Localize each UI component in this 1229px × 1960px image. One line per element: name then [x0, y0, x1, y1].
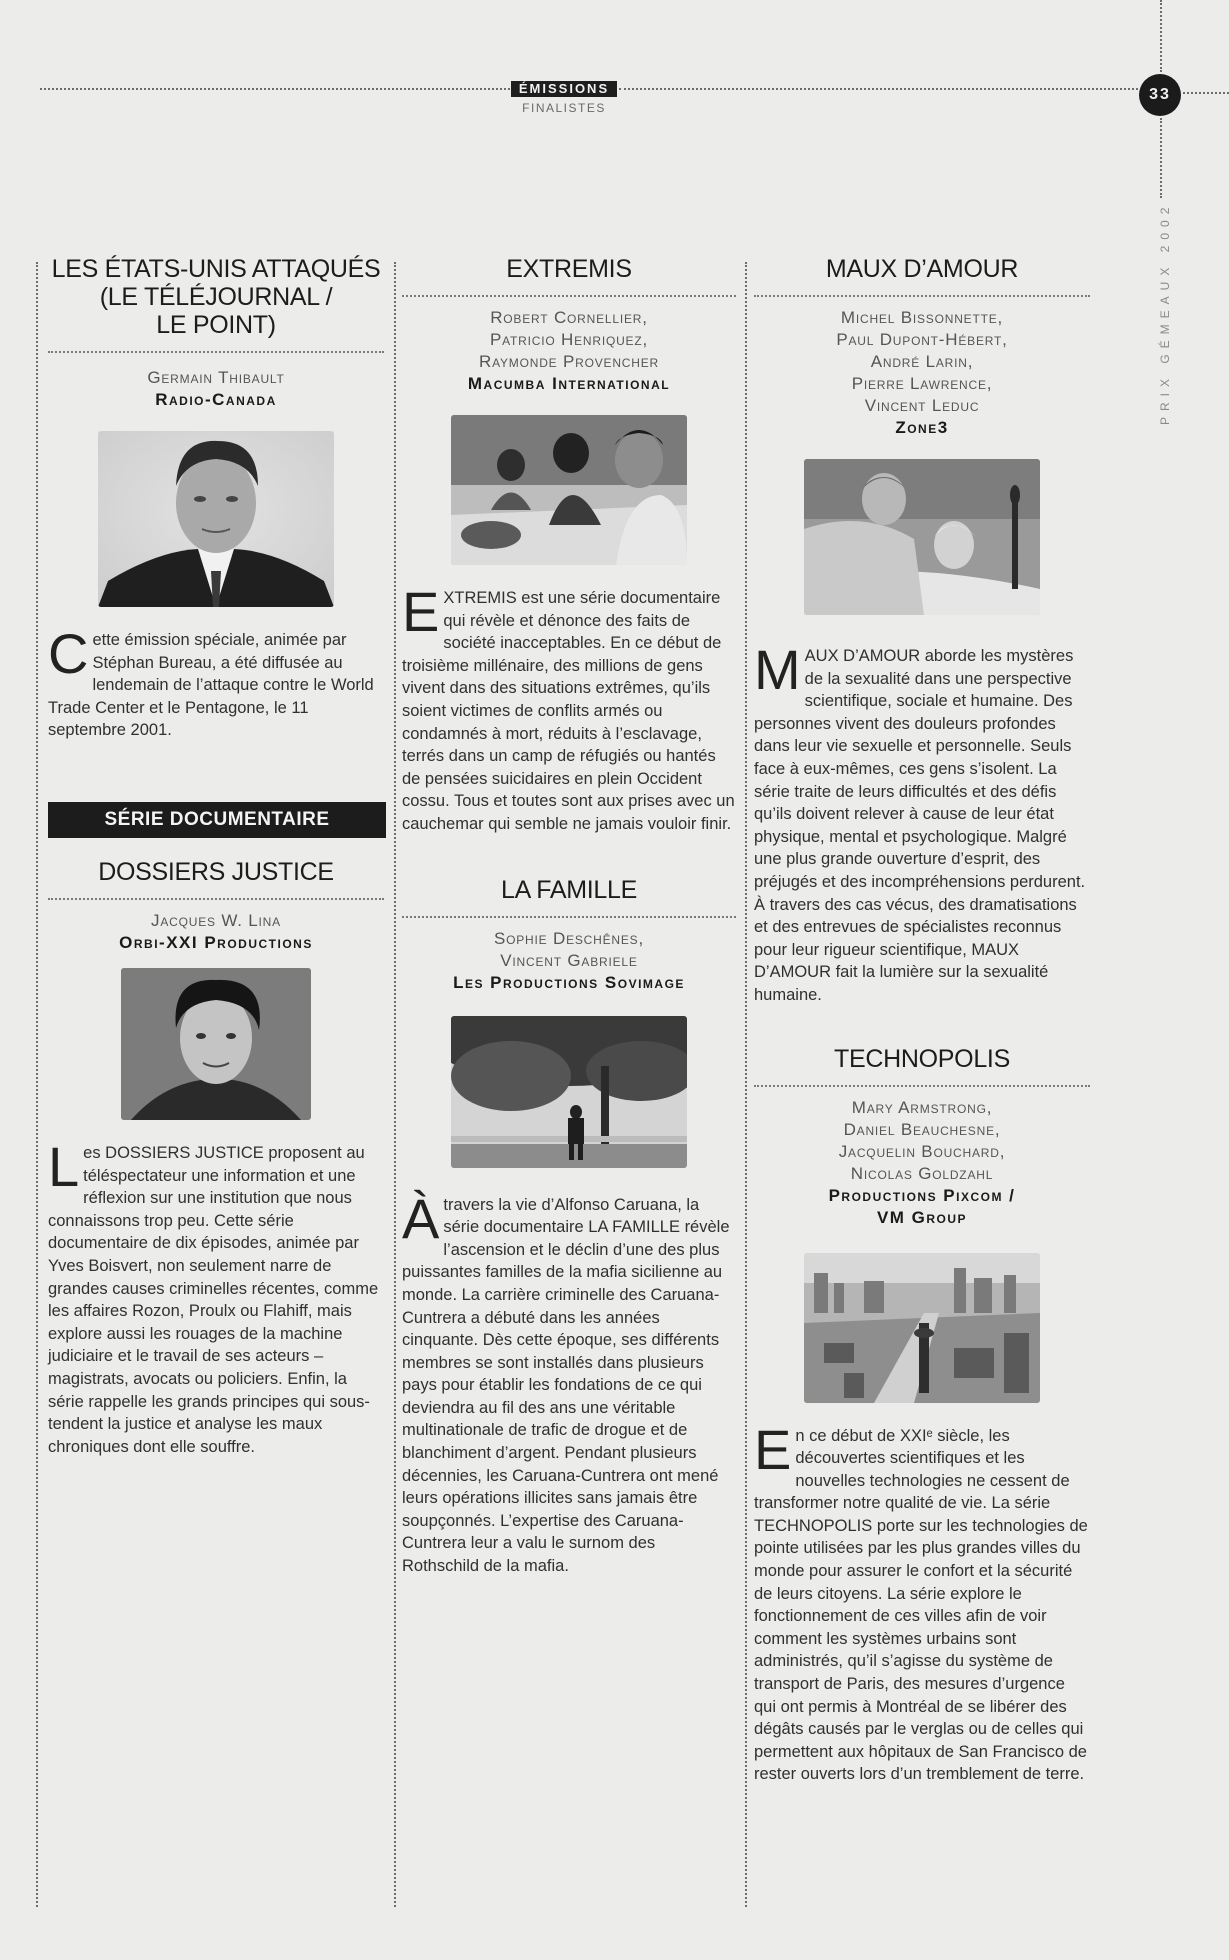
description-text: XTREMIS est une série documentaire qui révèle et dénonce des faits de société inacceptables. En ce début de troisième millénaire, des millions de gens vivent dans des situations extrêmes, qu’ils soient victimes de conflits armés ou condamnés à mort, réduits à l’esclavage, terrés dans un camp de réfugiés ou hantés de pensées suicidaires en plein Occident cossu. Tous et toutes sont aux prises avec un cauchemar qui semble ne jamais vouloir finir. [402, 589, 735, 833]
production-company: Macumba International [467, 374, 671, 393]
title-divider [402, 916, 736, 918]
title-line: (LE TÉLÉJOURNAL / [99, 283, 333, 311]
entry-description [48, 622, 384, 742]
credit-name: Patricio Henriquez, [489, 330, 649, 349]
entry-description [754, 638, 1090, 1007]
title-line: LES ÉTATS-UNIS ATTAQUÉS [51, 255, 381, 283]
photo-workers-at-table [451, 415, 687, 565]
credit-name: Pierre Lawrence, [851, 374, 993, 393]
description-text: travers la vie d’Alfonso Caruana, la série documentaire LA FAMILLE révèle l’ascension et le déclin d’une des plus puissantes familles de la mafia sicilienne au monde. La carrière criminelle des Caruana-Cuntrera a débuté dans les années cinquante. Dès cette époque, ses différents membres se sont installés dans plusieurs pays pour établir les fondations de ce qui deviendra au fil des ans une véritable multinationale de trafic de drogue et de blanchiment d’argent. Pendant plusieurs décennies, les Caruana-Cuntrera ont mené leurs opérations illicites sans jamais être soupçonnés. L’expertise des Caruana-Cuntrera leur a valu le surnom des Rothschild de la mafia. [402, 1195, 730, 1576]
production-company: Zone3 [895, 418, 949, 437]
entry-etats-unis-attaques [48, 255, 384, 742]
publication-label: PRIX GÉMEAUX 2002 [1158, 201, 1172, 425]
entry-technopolis [754, 1045, 1090, 1787]
dropcap: E [402, 580, 440, 643]
entry-title: DOSSIERS JUSTICE [98, 857, 334, 886]
production-company: Orbi-XXI Productions [119, 932, 313, 952]
photo-man-under-tree [451, 1016, 687, 1168]
credits [402, 307, 736, 373]
margin-rule-mid [1160, 118, 1162, 198]
credit-name: Jacques W. Lina [151, 910, 281, 930]
credit-name: Robert Cornellier, [490, 308, 648, 327]
credit-name: Vincent Gabriele [500, 950, 638, 970]
company-line: VM Group [876, 1207, 968, 1227]
entry-maux-d-amour [754, 255, 1090, 1007]
title-divider [754, 1085, 1090, 1087]
header-rule-right [619, 88, 1138, 90]
credits [48, 910, 384, 932]
title-line: LE POINT) [156, 311, 276, 339]
dropcap: L [48, 1134, 80, 1198]
credits [402, 928, 736, 972]
entry-title: MAUX D’AMOUR [825, 255, 1019, 283]
description-text: es DOSSIERS JUSTICE proposent au téléspectateur une information et une réflexion sur une institution que nous connaissons trop peu. Cette série documentaire de dix épisodes, animée par Yves Boisvert, non seulement narre de grandes causes criminelles récentes, comme les affaires Rozon, Proulx ou Flahiff, mais explore aussi les rouages de la machine judiciaire et le travail de ses acteurs – magistrats, avocats ou policiers. Enfin, la série rappelle les grands principes qui sous-tendent la justice et analyse les maux chroniques dont elle souffre. [48, 1143, 379, 1456]
credit-name: Paul Dupont-Hébert, [836, 330, 1008, 349]
page-number-badge: 33 [1139, 74, 1181, 116]
entry-la-famille [402, 876, 736, 1578]
production-company [754, 1185, 1090, 1229]
dropcap: M [754, 638, 801, 701]
production-company: Les Productions Sovimage [453, 972, 685, 992]
dropcap: C [48, 622, 89, 685]
credit-name: Vincent Leduc [864, 396, 980, 415]
title-divider [754, 295, 1090, 297]
credit-name: Germain Thibault [147, 368, 285, 387]
description-text: n ce début de XXIᵉ siècle, les découvertes scientifiques et les nouvelles technologies ne cessent de transformer notre qualité de vie. La série TECHNOPOLIS porte sur les technologies de pointe utilisées par les plus grandes villes du monde pour assurer le confort et la sécurité de leurs citoyens. La série explore le fonctionnement de ces villes afin de voir comment les systèmes urbains sont administrés, qu’il s’agisse du système de transport de Paris, des mesures d’urgence qui ont permis à Montréal de se libérer des dégâts causés par le verglas ou de celles qui permettent aux hôpitaux de San Francisco de rester ouverts lors d’un tremblement de terre. [754, 1426, 1088, 1784]
section-subtitle: FINALISTES [522, 101, 606, 115]
credit-name: André Larin, [870, 352, 974, 371]
title-divider [402, 295, 736, 297]
production-company: Radio-Canada [155, 390, 277, 409]
column-3 [754, 255, 1090, 1786]
dropcap: E [754, 1417, 792, 1481]
description-text: ette émission spéciale, animée par Stéphan Bureau, a été diffusée au lendemain de l’attaque contre le World Trade Center et le Pentagone, le 11 septembre 2001. [48, 631, 374, 740]
entry-description [402, 580, 736, 836]
header-rule-far-right [1183, 92, 1229, 94]
margin-rule-top [1160, 0, 1162, 72]
photo-couple-in-bed [804, 459, 1040, 615]
credit-name: Mary Armstrong, [851, 1097, 993, 1117]
dropcap: À [402, 1186, 440, 1250]
category-banner: SÉRIE DOCUMENTAIRE [48, 802, 386, 838]
photo-city-aerial-view [804, 1253, 1040, 1403]
credits [754, 1097, 1090, 1185]
entry-dossiers-justice [48, 858, 384, 1458]
column-divider-1 [36, 262, 38, 1907]
section-tag: ÉMISSIONS [511, 81, 617, 97]
company-line: Productions Pixcom / [828, 1185, 1016, 1205]
entry-title: EXTREMIS [506, 255, 632, 283]
entry-title [48, 255, 384, 339]
credit-name: Daniel Beauchesne, [843, 1119, 1001, 1139]
entry-title: TECHNOPOLIS [834, 1044, 1010, 1073]
column-divider-2 [394, 262, 396, 1907]
title-divider [48, 351, 384, 353]
credit-name: Raymonde Provencher [479, 352, 659, 371]
credit-name: Sophie Deschênes, [493, 928, 645, 948]
description-text: AUX D’AMOUR aborde les mystères de la sexualité dans une perspective scientifique, sociale et humaine. Des personnes vivent des douleurs profondes dans leur vie sexuelle et personnelle. Seuls face à eux-mêmes, ces gens s’isolent. La série traite de leurs difficultés et des défis qu’ils doivent relever à cause de leur état physique, mental et psychologique. Malgré une plus grande ouverture d’esprit, des préjugés et des incompréhensions perdurent. À travers des cas vécus, des dramatisations et des entrevues de spécialistes reconnus pour leur rigueur scientifique, MAUX D’AMOUR fait la lumière sur la sexualité humaine. [754, 647, 1086, 1004]
credit-name: Nicolas Goldzahl [850, 1163, 994, 1183]
photo-portrait-man-curly-hair [121, 968, 311, 1120]
column-divider-3 [745, 262, 747, 1907]
header-rule-left [40, 88, 510, 90]
entry-description [402, 1186, 736, 1578]
entry-description [48, 1134, 384, 1458]
credits [754, 307, 1090, 417]
entry-extremis [402, 255, 736, 836]
column-2 [402, 255, 736, 1578]
entry-description [754, 1417, 1090, 1787]
credit-name: Jacquelin Bouchard, [838, 1141, 1006, 1161]
credit-name: Michel Bissonnette, [840, 308, 1004, 327]
entry-title: LA FAMILLE [501, 875, 637, 904]
photo-portrait-man-suit [98, 431, 334, 607]
column-1 [48, 255, 384, 1458]
title-divider [48, 898, 384, 900]
credits [48, 367, 384, 389]
